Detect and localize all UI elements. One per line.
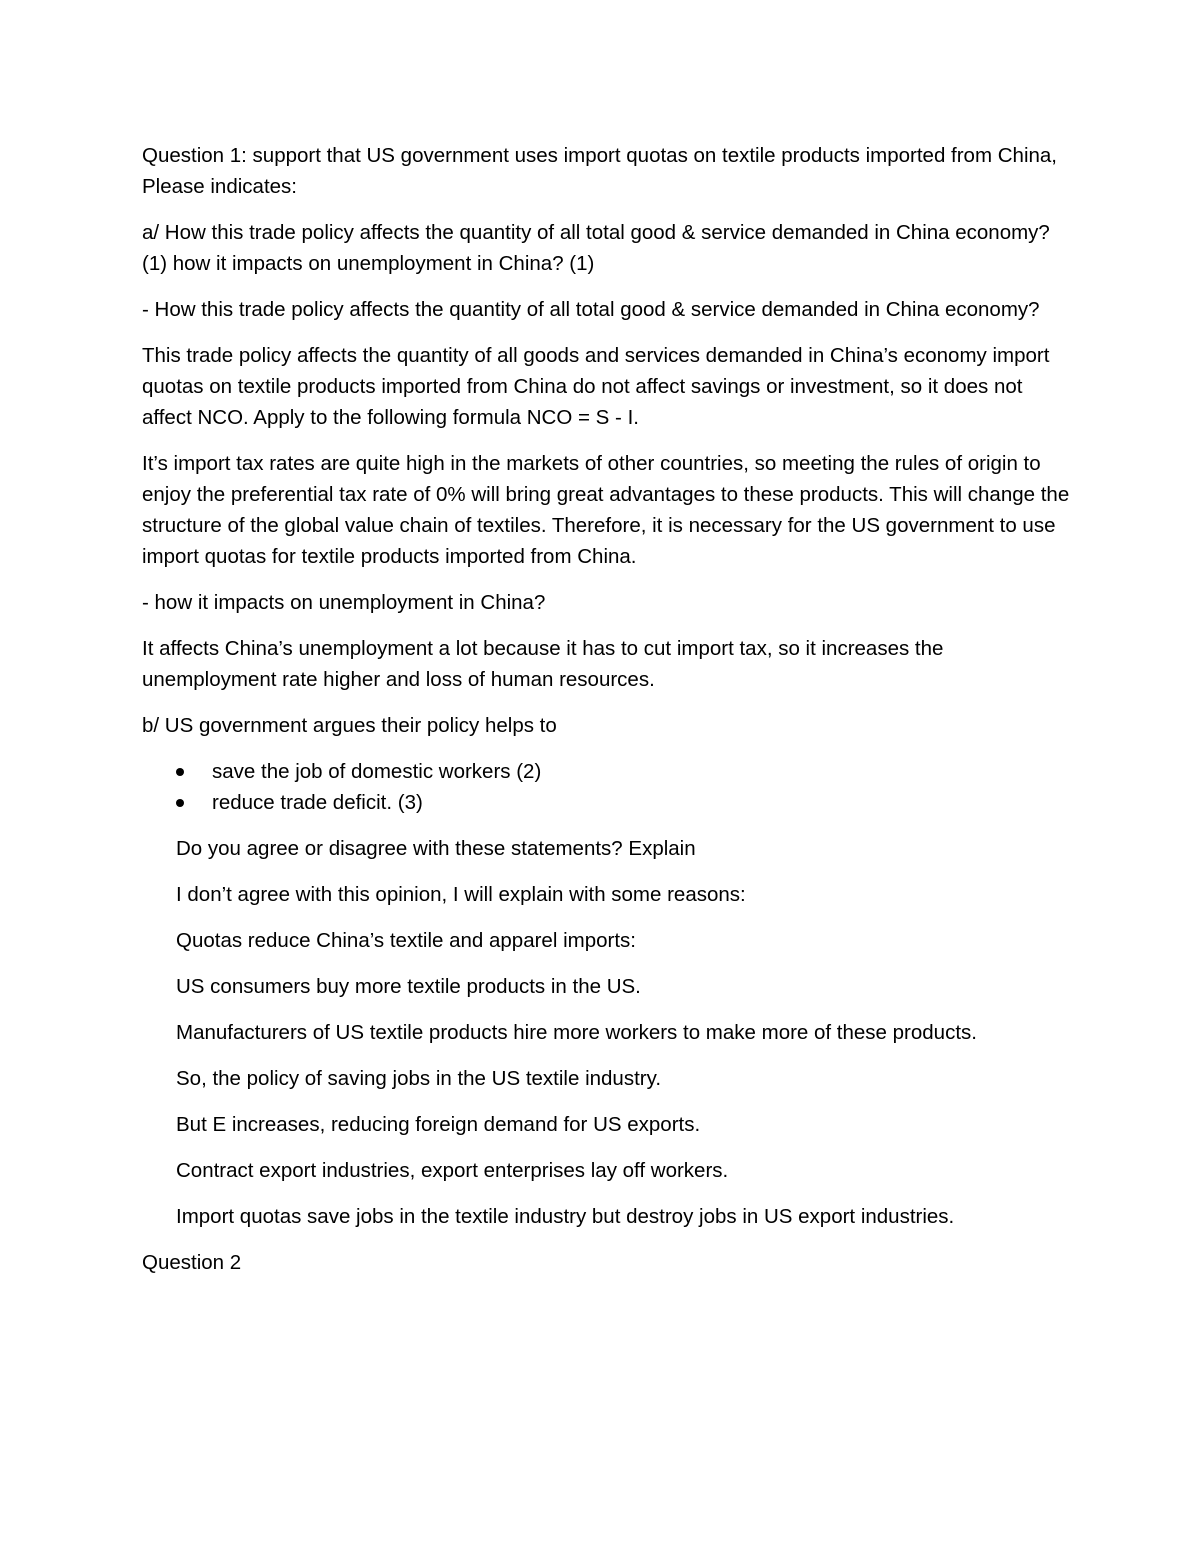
part-b-line: So, the policy of saving jobs in the US textile industry.	[176, 1067, 662, 1090]
part-a-subquestion-2: - how it impacts on unemployment in China?	[142, 591, 546, 614]
document-body	[142, 140, 1072, 1293]
bullet-icon	[176, 768, 184, 776]
part-b-line: Import quotas save jobs in the textile industry but destroy jobs in US export industries.	[176, 1205, 955, 1228]
part-b-line: But E increases, reducing foreign demand for US exports.	[176, 1113, 701, 1136]
part-b-line: Do you agree or disagree with these statements? Explain	[176, 837, 696, 860]
part-a-prompt: a/ How this trade policy affects the quantity of all total good & service demanded in China economy? (1) how it impacts on unemployment in China? (1)	[142, 221, 1050, 275]
bullet-list-item	[142, 787, 1072, 818]
bullet-icon	[176, 799, 184, 807]
part-a-answer-paragraph-1: This trade policy affects the quantity of all goods and services demanded in China’s economy import quotas on textile products imported from China do not affect savings or investment, so it does not affect NCO. Apply to the following formula NCO = S - I.	[142, 344, 1050, 429]
bullet-list-item	[142, 756, 1072, 787]
part-b-prompt: b/ US government argues their policy helps to	[142, 714, 557, 737]
part-b-line: Quotas reduce China’s textile and apparel imports:	[176, 929, 636, 952]
part-a-answer-paragraph-3: It affects China’s unemployment a lot because it has to cut import tax, so it increases the unemployment rate higher and loss of human resources.	[142, 637, 944, 691]
bullet-text: save the job of domestic workers (2)	[212, 760, 542, 783]
part-b-line: Contract export industries, export enterprises lay off workers.	[176, 1159, 729, 1182]
question-1-prompt: Question 1: support that US government uses import quotas on textile products imported from China, Please indicates:	[142, 144, 1057, 198]
part-b-line: US consumers buy more textile products in the US.	[176, 975, 641, 998]
bullet-text: reduce trade deficit. (3)	[212, 791, 423, 814]
question-2-heading: Question 2	[142, 1251, 242, 1274]
part-b-bullet-list	[142, 756, 1072, 818]
part-b-line: I don’t agree with this opinion, I will explain with some reasons:	[176, 883, 746, 906]
part-b-line: Manufacturers of US textile products hire more workers to make more of these products.	[176, 1021, 977, 1044]
part-a-answer-paragraph-2: It’s import tax rates are quite high in the markets of other countries, so meeting the rules of origin to enjoy the preferential tax rate of 0% will bring great advantages to these products. This will change the structure of the global value chain of textiles. Therefore, it is necessary for the US government to use import quotas for textile products imported from China.	[142, 452, 1070, 568]
part-a-subquestion-1: - How this trade policy affects the quantity of all total good & service demanded in China economy?	[142, 298, 1040, 321]
